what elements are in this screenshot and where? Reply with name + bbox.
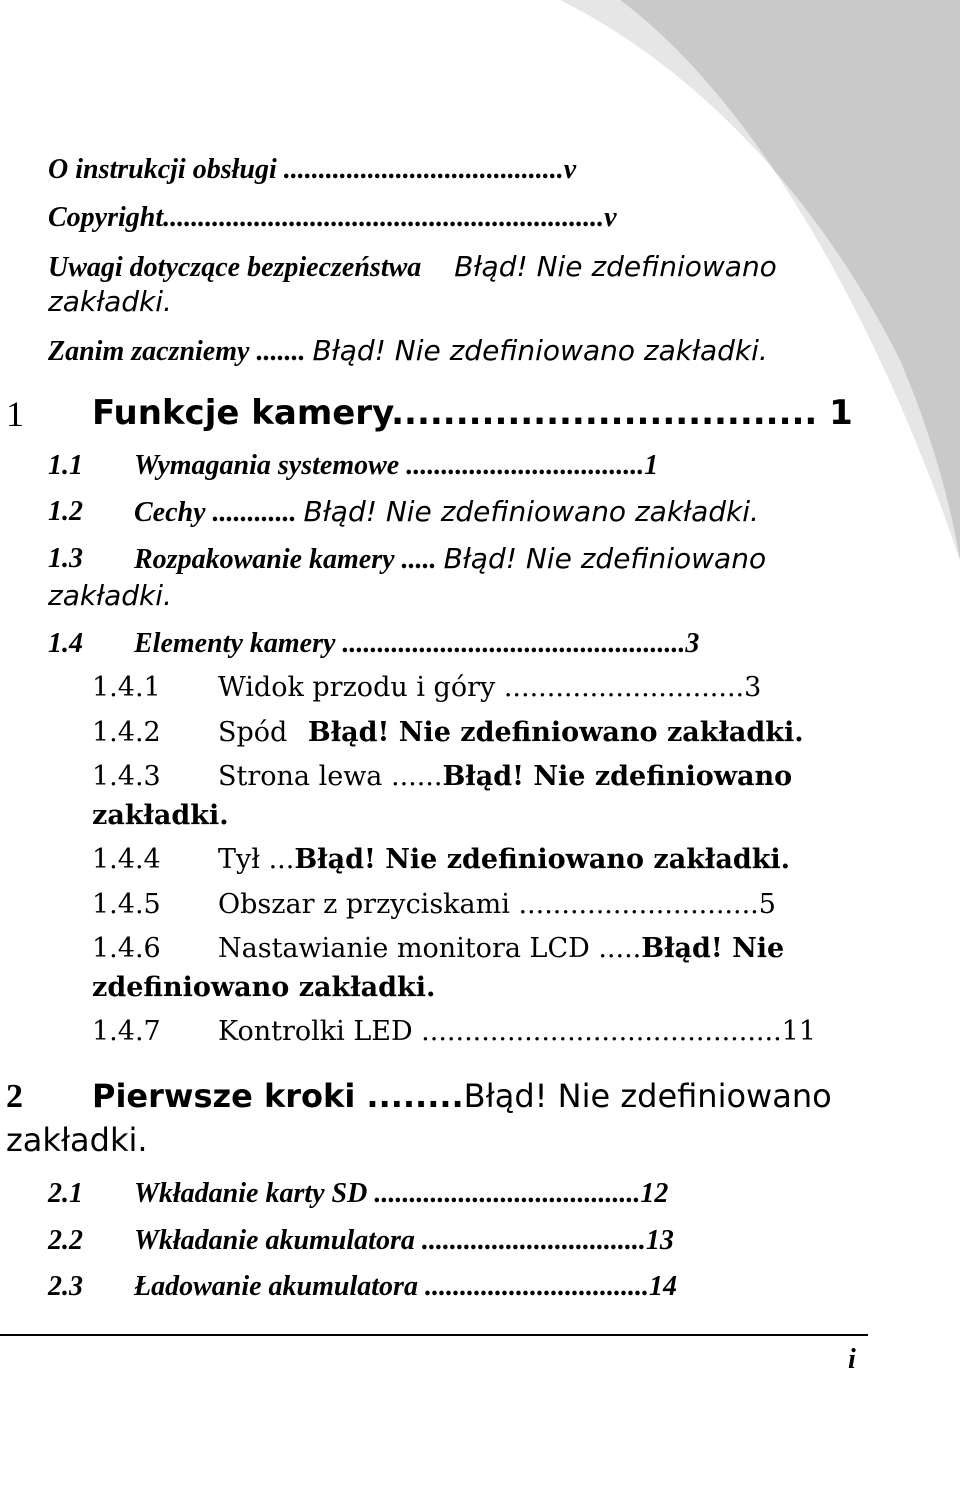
toc-entry-continuation: zakładki. (6, 1121, 148, 1159)
toc-entry-label: Strona lewa ...... (218, 761, 443, 792)
toc-entry-label: Rozpakowanie kamery ..... (134, 544, 437, 575)
toc-entry-1-4-2[interactable] (218, 719, 804, 746)
bookmark-error: Błąd! Nie zdefiniowano zakładki. (294, 844, 791, 875)
toc-subsection-number: 1.4.5 (92, 889, 161, 920)
bookmark-error: Błąd! Nie zdefiniowano zakładki. (303, 495, 759, 528)
toc-section-number: 1.2 (48, 496, 83, 527)
toc-entry-2-1[interactable]: Wkładanie karty SD ......................................12 (134, 1178, 669, 1209)
toc-entry-label: Nastawianie monitora LCD ..... (218, 933, 642, 964)
toc-entry-2-3[interactable]: Ładowanie akumulatora ................................14 (134, 1271, 677, 1302)
bookmark-error: Błąd! Nie zdefiniowano zakładki. (307, 717, 804, 748)
toc-subsection-number: 1.4.6 (92, 933, 161, 964)
toc-entry-1-2[interactable] (134, 495, 759, 528)
toc-section-number: 1.4 (48, 628, 83, 659)
bookmark-error: Błąd! Nie zdefiniowano (443, 542, 767, 575)
toc-entry-1-4-1[interactable]: Widok przodu i góry ............................3 (218, 672, 762, 703)
toc-entry-1-4-6[interactable] (218, 935, 784, 962)
toc-entry-o-instrukcji[interactable]: O instrukcji obsługi ........................................v (48, 154, 577, 185)
toc-chapter-2[interactable] (92, 1077, 832, 1115)
toc-subsection-number: 1.4.4 (92, 844, 161, 875)
toc-entry-continuation: zakładki. (48, 285, 172, 318)
bookmark-error: Błąd! Nie zdefiniowano (454, 250, 777, 283)
toc-subsection-number: 1.4.1 (92, 672, 161, 703)
toc-entry-label: Zanim zaczniemy ....... (48, 336, 306, 367)
toc-entry-1-4[interactable]: Elementy kamery .................................................3 (134, 628, 700, 659)
toc-entry-1-4-4[interactable] (218, 846, 790, 873)
bookmark-error: Błąd! Nie zdefiniowano (442, 761, 793, 792)
footer-rule (0, 1334, 868, 1336)
toc-chapter-1[interactable]: Funkcje kamery................................. 1 (92, 393, 853, 433)
toc-entry-1-4-7[interactable]: Kontrolki LED ..........................................11 (218, 1016, 817, 1047)
toc-entry-label: Cechy ............ (134, 497, 297, 528)
toc-section-number: 2.1 (48, 1178, 83, 1209)
toc-entry-label: Uwagi dotyczące bezpieczeństwa (48, 252, 422, 283)
toc-subsection-number: 1.4.3 (92, 761, 161, 792)
bookmark-error: Błąd! Nie zdefiniowano (463, 1077, 832, 1115)
toc-subsection-number: 1.4.2 (92, 717, 161, 748)
toc-section-number: 2.2 (48, 1225, 83, 1256)
toc-chapter-2-number: 2 (6, 1078, 23, 1115)
toc-section-number: 2.3 (48, 1271, 83, 1302)
toc-chapter-1-number: 1 (6, 394, 24, 434)
toc-entry-label: Tył ... (218, 844, 295, 875)
toc-section-number: 1.1 (48, 450, 83, 481)
toc-entry-1-3[interactable] (134, 542, 767, 575)
toc-entry-label: Spód (218, 717, 288, 748)
toc-entry-1-1[interactable]: Wymagania systemowe ..................................1 (134, 450, 659, 481)
toc-entry-continuation: zakładki. (92, 800, 229, 831)
toc-subsection-number: 1.4.7 (92, 1016, 161, 1047)
toc-entry-continuation: zakładki. (48, 579, 172, 612)
toc-entry-2-2[interactable]: Wkładanie akumulatora ................................13 (134, 1225, 674, 1256)
toc-entry-copyright[interactable]: Copyright...............................................................v (48, 202, 617, 233)
bookmark-error: Błąd! Nie (641, 933, 785, 964)
toc-entry-1-4-3[interactable] (218, 763, 792, 790)
toc-section-number: 1.3 (48, 543, 83, 574)
toc-entry-continuation: zdefiniowano zakładki. (92, 972, 436, 1003)
toc-entry-zanim[interactable] (48, 334, 768, 367)
toc-entry-1-4-5[interactable]: Obszar z przyciskami ............................5 (218, 889, 776, 920)
bookmark-error: Błąd! Nie zdefiniowano zakładki. (312, 334, 768, 367)
toc-entry-label: Pierwsze kroki ........ (92, 1077, 464, 1115)
page-number: i (848, 1344, 856, 1375)
toc-entry-uwagi[interactable] (48, 250, 777, 283)
